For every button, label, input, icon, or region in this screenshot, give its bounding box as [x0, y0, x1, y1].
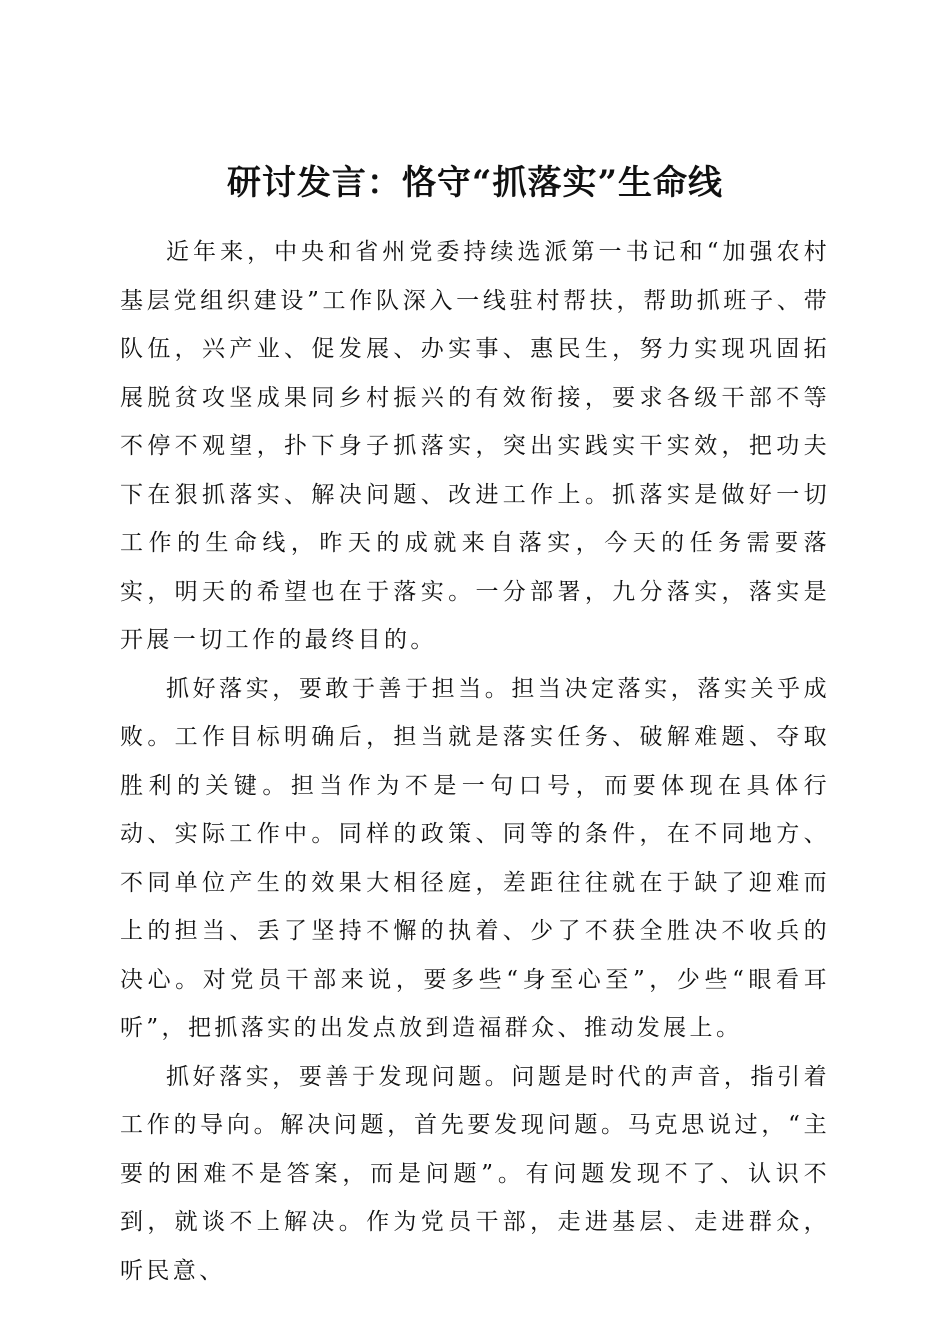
document-body [120, 228, 830, 1295]
paragraph-2: 抓好落实，要敢于善于担当。担当决定落实，落实关乎成败。工作目标明确后，担当就是落实任务、破解难题、夺取胜利的关键。担当作为不是一句口号，而要体现在具体行动、实际工作中。同样的政策、同等的条件，在不同地方、不同单位产生的效果大相径庭，差距往往就在于缺了迎难而上的担当、丢了坚持不懈的执着、少了不获全胜决不收兵的决心。对党员干部来说，要多些“身至心至”，少些“眼看耳听”，把抓落实的出发点放到造福群众、推动发展上。 [120, 675, 830, 1041]
document-title: 研讨发言：恪守“抓落实”生命线 [226, 162, 724, 203]
paragraph-3: 抓好落实，要善于发现问题。问题是时代的声音，指引着工作的导向。解决问题，首先要发现问题。马克思说过，“主要的困难不是答案，而是问题”。有问题发现不了、认识不到，就谈不上解决。作为党员干部，走进基层、走进群众，听民意、 [120, 1063, 830, 1284]
paragraph-1: 近年来，中央和省州党委持续选派第一书记和“加强农村基层党组织建设”工作队深入一线驻村帮扶，帮助抓班子、带队伍，兴产业、促发展、办实事、惠民生，努力实现巩固拓展脱贫攻坚成果同乡村振兴的有效衔接，要求各级干部不等不停不观望，扑下身子抓落实，突出实践实干实效，把功夫下在狠抓落实、解决问题、改进工作上。抓落实是做好一切工作的生命线，昨天的成就来自落实，今天的任务需要落实，明天的希望也在于落实。一分部署，九分落实，落实是开展一切工作的最终目的。 [120, 239, 830, 653]
